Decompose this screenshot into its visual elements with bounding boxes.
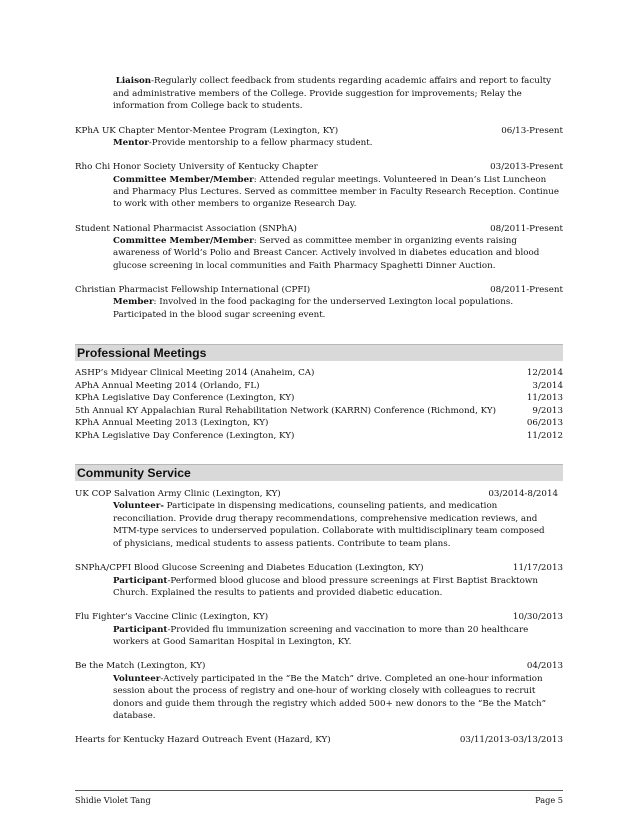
meeting-name: KPhA Annual Meeting 2013 (Lexington, KY) — [75, 418, 269, 428]
section-header-meetings: Professional Meetings — [75, 344, 563, 361]
community-org-3: Flu Fighter’s Vaccine Clinic (Lexington, KY) — [75, 612, 269, 622]
section-header-community: Community Service — [75, 464, 563, 481]
community-desc-3a: Participant-Provided flu immunization screening and vaccination to more than 20 healthcare — [113, 625, 529, 635]
community-desc-4d: database. — [113, 711, 156, 721]
community-date-5: 03/11/2013-03/13/2013 — [459, 735, 563, 745]
leadership-desc-2b: and Pharmacy Plus Lectures. Served as committee member in Faculty Research Reception. Continue — [113, 187, 559, 197]
meeting-name: 5th Annual KY Appalachian Rural Rehabilitation Network (KARRN) Conference (Richmond, KY) — [75, 406, 497, 416]
leadership-desc-2c: to work with other members to organize Research Day. — [113, 199, 357, 209]
leadership-desc-3c: glucose screening in local communities and Faith Pharmacy Spaghetti Dinner Auction. — [113, 261, 496, 271]
community-desc-1d: of physicians, medical students to assess patients. Contribute to team plans. — [113, 539, 451, 549]
leadership-org-3: Student National Pharmacist Association (SNPhA) — [75, 224, 297, 234]
community-org-5: Hearts for Kentucky Hazard Outreach Event (Hazard, KY) — [75, 735, 331, 745]
meeting-date: 3/2014 — [532, 381, 563, 391]
leadership-desc-3a: Committee Member/Member: Served as committee member in organizing events raising — [113, 236, 517, 246]
leadership-org-1: KPhA UK Chapter Mentor-Mentee Program (Lexington, KY) — [75, 126, 339, 136]
meeting-name: APhA Annual Meeting 2014 (Orlando, FL) — [75, 381, 260, 391]
community-org-1: UK COP Salvation Army Clinic (Lexington, KY) — [75, 489, 281, 499]
meeting-name: KPhA Legislative Day Conference (Lexington, KY) — [75, 393, 295, 403]
community-desc-4c: donors and guide them through the registry which added 500+ new donors to the “Be the Match” — [113, 699, 547, 709]
leadership-org-4: Christian Pharmacist Fellowship International (CPFI) — [75, 285, 311, 295]
meeting-date: 06/2013 — [526, 418, 563, 428]
community-desc-1a: Volunteer- Participate in dispensing medications, counseling patients, and medication — [113, 501, 498, 511]
community-desc-4b: session about the process of registry and one-hour of working closely with colleagues to recruit — [113, 686, 536, 696]
community-desc-1b: reconciliation. Provide drug therapy recommendations, comprehensive medication reviews, and — [113, 514, 538, 524]
leadership-desc-2a: Committee Member/Member: Attended regular meetings. Volunteered in Dean’s List Luncheon — [113, 175, 547, 185]
community-desc-2a: Participant-Performed blood glucose and blood pressure screenings at First Baptist Bracktown — [113, 576, 538, 586]
footer-page-number: Page 5 — [535, 795, 563, 805]
meeting-date: 12/2014 — [526, 368, 563, 378]
leadership-date-4: 08/2011-Present — [490, 285, 563, 295]
community-org-2: SNPhA/CPFI Blood Glucose Screening and Diabetes Education (Lexington, KY) — [75, 563, 424, 573]
leadership-desc-4b: Participated in the blood sugar screening event. — [113, 310, 326, 320]
community-desc-4a: Volunteer-Actively participated in the “Be the Match” drive. Completed an one-hour information — [113, 674, 543, 684]
meeting-date: 11/2013 — [526, 393, 563, 403]
leadership-date-2: 03/2013-Present — [490, 162, 563, 172]
community-date-4: 04/2013 — [526, 661, 563, 671]
meeting-name: ASHP’s Midyear Clinical Meeting 2014 (Anaheim, CA) — [75, 368, 315, 378]
liaison-line-1: Liaison-Regularly collect feedback from students regarding academic affairs and report to faculty — [115, 76, 551, 86]
community-desc-3b: workers at Good Samaritan Hospital in Lexington, KY. — [113, 637, 352, 647]
leadership-desc-4a: Member: Involved in the food packaging for the underserved Lexington local populations. — [113, 297, 514, 307]
community-date-2: 11/17/2013 — [512, 563, 563, 573]
community-desc-2b: Church. Explained the results to patients and provided diabetic education. — [113, 588, 443, 598]
footer-name: Shidie Violet Tang — [75, 795, 151, 805]
liaison-line-2: and administrative members of the College. Provide suggestion for improvements; Relay the — [113, 89, 522, 99]
community-org-4: Be the Match (Lexington, KY) — [75, 661, 206, 671]
meeting-name: KPhA Legislative Day Conference (Lexington, KY) — [75, 431, 295, 441]
meeting-date: 9/2013 — [532, 406, 563, 416]
leadership-date-1: 06/13-Present — [501, 126, 563, 136]
leadership-desc-1: Mentor-Provide mentorship to a fellow pharmacy student. — [113, 138, 373, 148]
leadership-org-2: Rho Chi Honor Society University of Kentucky Chapter — [75, 162, 318, 172]
leadership-date-3: 08/2011-Present — [490, 224, 563, 234]
meeting-date: 11/2012 — [526, 431, 563, 441]
leadership-desc-3b: awareness of World’s Polio and Breast Cancer. Actively involved in diabetes education and blood — [113, 248, 540, 258]
footer-divider — [75, 790, 563, 791]
liaison-line-3: information from College back to students. — [113, 101, 303, 111]
community-desc-1c: MTM-type services to underserved population. Collaborate with multidisciplinary team composed — [113, 526, 545, 536]
community-date-1: 03/2014-8/2014 — [488, 489, 558, 499]
liaison-role: Liaison — [115, 76, 152, 86]
community-date-3: 10/30/2013 — [512, 612, 563, 622]
